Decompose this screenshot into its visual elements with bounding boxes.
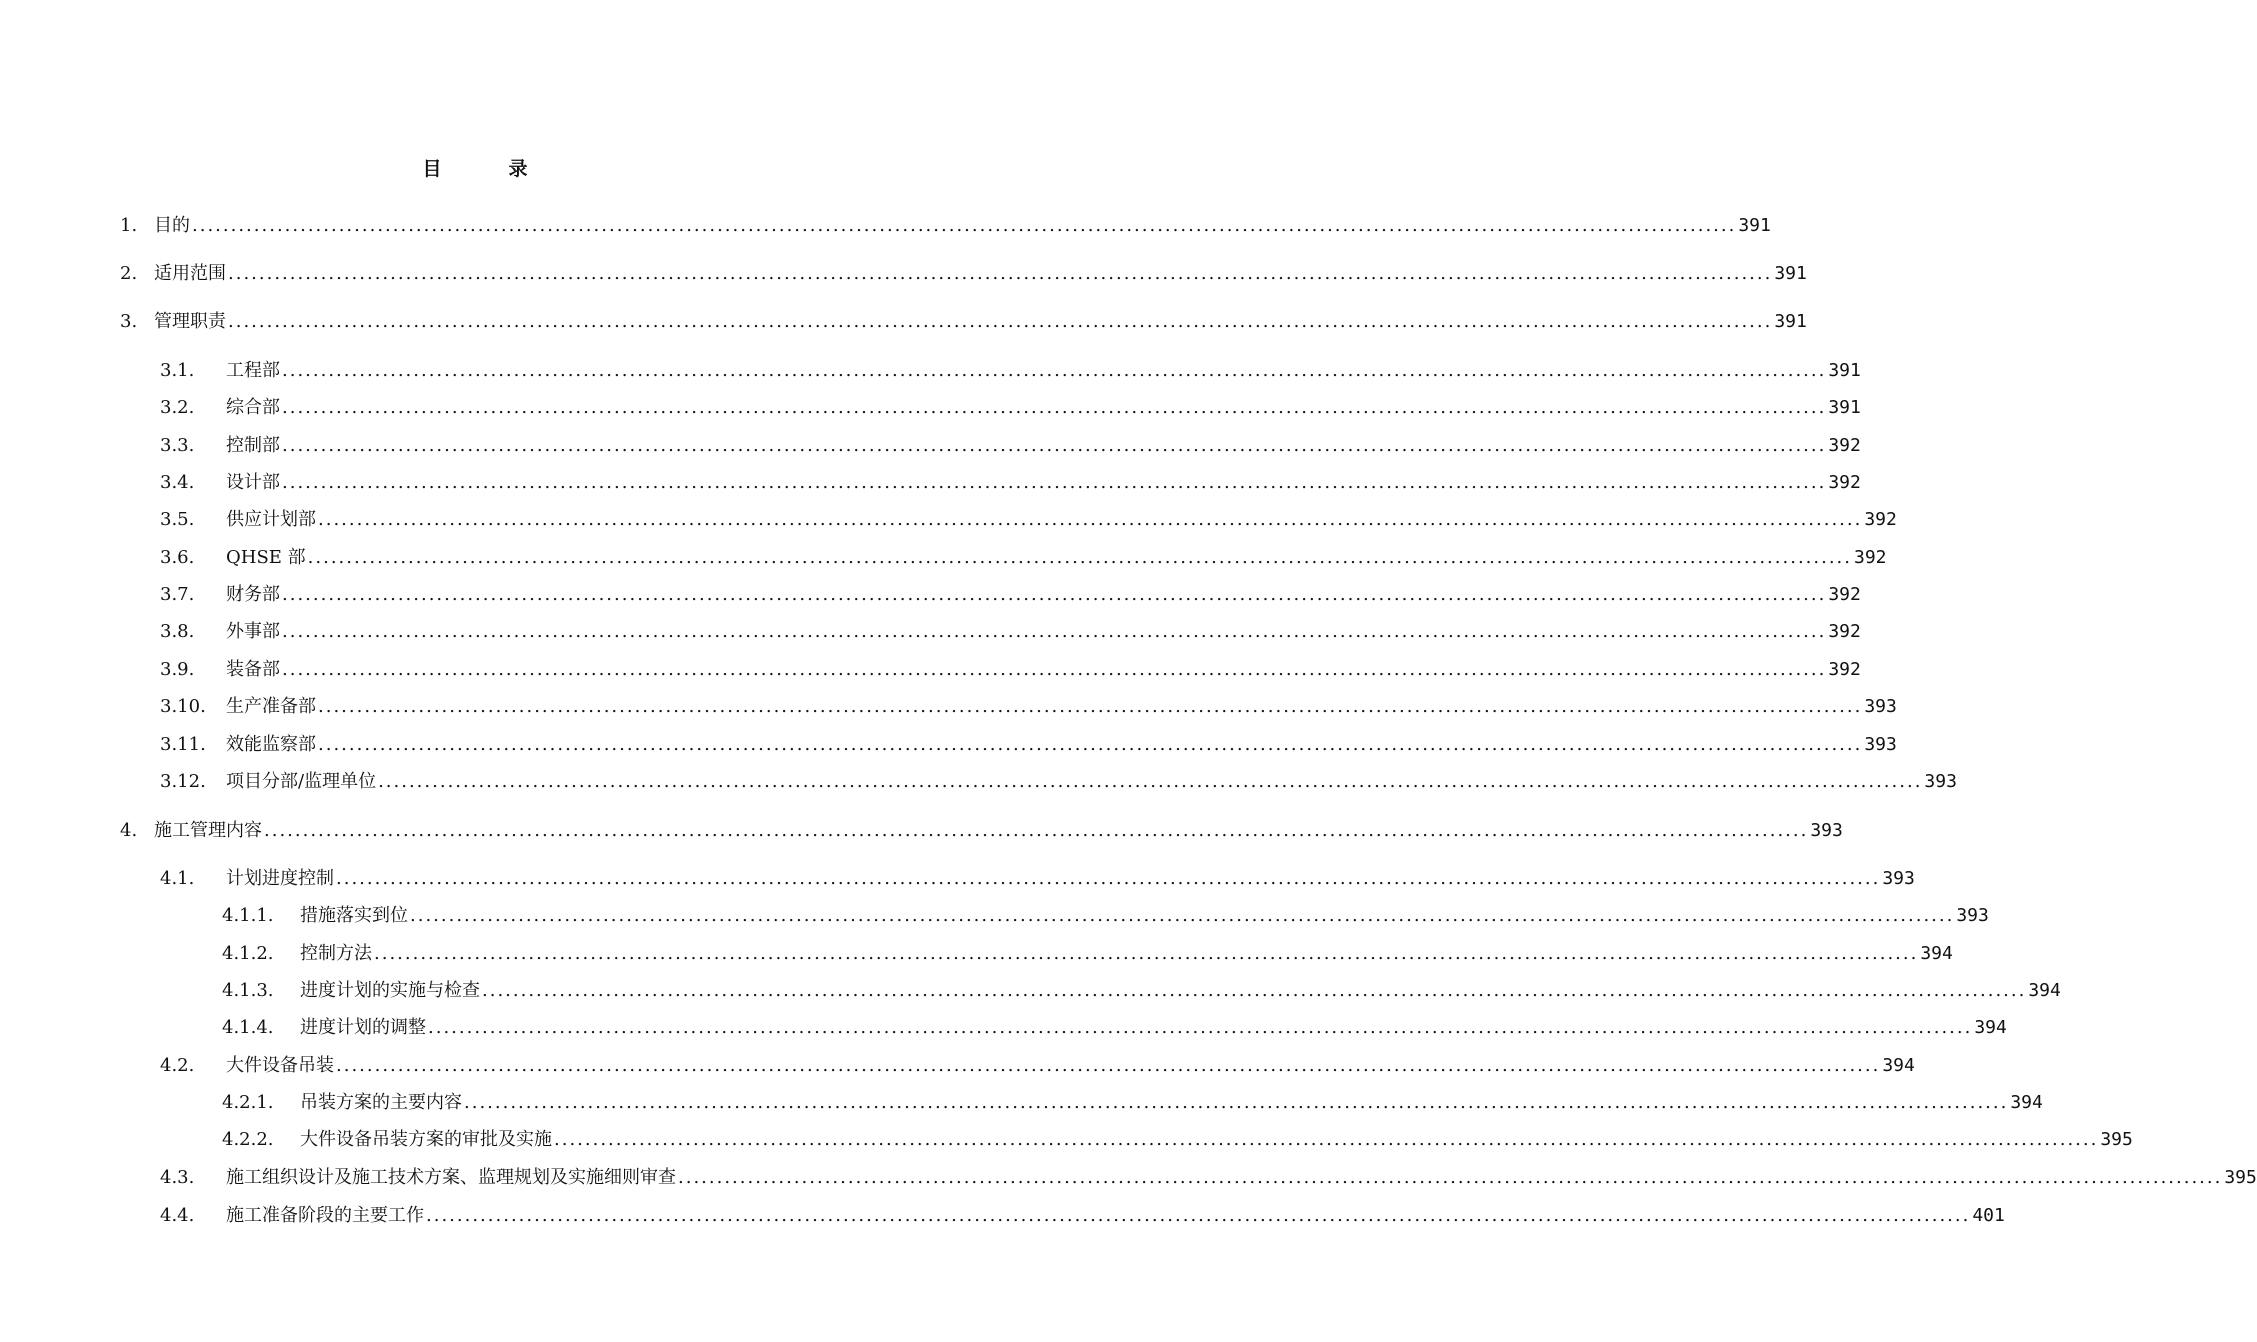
toc-entry-number: 3.1. — [160, 360, 195, 381]
toc-entry[interactable] — [160, 656, 1861, 684]
toc-dot-leader: ........................................................................................................................................................................................................ — [318, 734, 1863, 755]
toc-entry-label: 效能监察部 — [226, 734, 316, 755]
toc-dot-leader: ........................................................................................................................................................................................................ — [282, 435, 1827, 456]
toc-dot-leader: ........................................................................................................................................................................................................ — [228, 263, 1773, 284]
toc-entry[interactable] — [120, 212, 1771, 240]
toc-entry-number: 4.4. — [160, 1205, 195, 1226]
toc-dot-leader: ........................................................................................................................................................................................................ — [282, 472, 1827, 493]
toc-entry-page: 392 — [1828, 435, 1861, 456]
toc-entry[interactable] — [222, 940, 1953, 968]
toc-entry-page: 394 — [2028, 980, 2061, 1001]
toc-entry-label: 进度计划的实施与检查 — [300, 980, 480, 1001]
toc-entry-label: 设计部 — [226, 472, 280, 493]
toc-entry[interactable] — [222, 1089, 2043, 1117]
toc-dot-leader: ........................................................................................................................................................................................................ — [374, 943, 1919, 964]
toc-dot-leader: ........................................................................................................................................................................................................ — [464, 1092, 2009, 1113]
toc-entry-number: 4.2. — [160, 1055, 195, 1076]
toc-entry-page: 391 — [1774, 311, 1807, 332]
toc-entry-number: 2. — [120, 263, 138, 284]
toc-entry-label: QHSE 部 — [226, 547, 306, 568]
toc-entry-page: 391 — [1828, 397, 1861, 418]
toc-entry-number: 4.1. — [160, 868, 195, 889]
toc-entry-number: 3.9. — [160, 659, 195, 680]
toc-entry[interactable] — [120, 308, 1807, 336]
toc-entry-label: 施工准备阶段的主要工作 — [226, 1205, 424, 1226]
toc-entry[interactable] — [160, 1052, 1915, 1080]
toc-entry-page: 393 — [1924, 771, 1957, 792]
toc-entry-number: 3.4. — [160, 472, 195, 493]
toc-entry-number: 3. — [120, 311, 138, 332]
toc-entry-page: 393 — [1864, 696, 1897, 717]
toc-entry[interactable] — [222, 1014, 2007, 1042]
toc-entry[interactable] — [160, 469, 1861, 497]
toc-entry-page: 392 — [1828, 659, 1861, 680]
toc-dot-leader: ........................................................................................................................................................................................................ — [282, 360, 1827, 381]
toc-dot-leader: ........................................................................................................................................................................................................ — [482, 980, 2027, 1001]
toc-entry-label: 生产准备部 — [226, 696, 316, 717]
toc-entry-label: 计划进度控制 — [226, 868, 334, 889]
toc-entry-number: 3.7. — [160, 584, 195, 605]
toc-dot-leader: ........................................................................................................................................................................................................ — [192, 215, 1737, 236]
toc-entry-label: 吊装方案的主要内容 — [300, 1092, 462, 1113]
toc-entry-page: 392 — [1864, 509, 1897, 530]
toc-entry-page: 395 — [2224, 1167, 2257, 1188]
toc-dot-leader: ........................................................................................................................................................................................................ — [228, 311, 1773, 332]
toc-entry[interactable] — [160, 618, 1861, 646]
toc-entry-page: 391 — [1738, 215, 1771, 236]
toc-entry[interactable] — [160, 865, 1915, 893]
toc-entry-label: 大件设备吊装方案的审批及实施 — [300, 1129, 552, 1150]
toc-entry[interactable] — [160, 1202, 2005, 1230]
toc-entry-label: 供应计划部 — [226, 509, 316, 530]
toc-dot-leader: ........................................................................................................................................................................................................ — [336, 1055, 1881, 1076]
toc-dot-leader: ........................................................................................................................................................................................................ — [282, 621, 1827, 642]
toc-entry-label: 装备部 — [226, 659, 280, 680]
toc-entry-page: 394 — [1882, 1055, 1915, 1076]
toc-entry-label: 控制方法 — [300, 943, 372, 964]
toc-entry[interactable] — [160, 544, 1887, 572]
toc-dot-leader: ........................................................................................................................................................................................................ — [282, 397, 1827, 418]
toc-entry-page: 393 — [1864, 734, 1897, 755]
toc-entry-page: 393 — [1956, 905, 1989, 926]
toc-entry-page: 393 — [1882, 868, 1915, 889]
toc-entry-page: 392 — [1828, 584, 1861, 605]
toc-entry-page: 395 — [2100, 1129, 2133, 1150]
toc-entry-label: 外事部 — [226, 621, 280, 642]
toc-dot-leader: ........................................................................................................................................................................................................ — [318, 696, 1863, 717]
toc-entry[interactable] — [222, 977, 2061, 1005]
toc-entry-number: 3.12. — [160, 771, 206, 792]
toc-dot-leader: ........................................................................................................................................................................................................ — [426, 1205, 1971, 1226]
toc-entry-number: 3.8. — [160, 621, 195, 642]
toc-dot-leader: ........................................................................................................................................................................................................ — [264, 820, 1809, 841]
toc-entry-number: 4.3. — [160, 1167, 195, 1188]
toc-entry-label: 施工组织设计及施工技术方案、监理规划及实施细则审查 — [226, 1167, 676, 1188]
toc-entry-label: 财务部 — [226, 584, 280, 605]
toc-entry[interactable] — [160, 581, 1861, 609]
page-title: 目 录 — [422, 158, 552, 180]
toc-entry-label: 工程部 — [226, 360, 280, 381]
toc-entry-number: 3.5. — [160, 509, 195, 530]
toc-entry-page: 394 — [2010, 1092, 2043, 1113]
toc-entry-page: 392 — [1828, 472, 1861, 493]
toc-dot-leader: ........................................................................................................................................................................................................ — [282, 659, 1827, 680]
toc-entry[interactable] — [160, 432, 1861, 460]
toc-dot-leader: ........................................................................................................................................................................................................ — [554, 1129, 2099, 1150]
toc-entry[interactable] — [160, 357, 1861, 385]
toc-entry-number: 1. — [120, 215, 138, 236]
toc-entry-number: 4.1.1. — [222, 905, 274, 926]
toc-entry[interactable] — [160, 768, 1957, 796]
toc-entry-label: 控制部 — [226, 435, 280, 456]
toc-entry-label: 综合部 — [226, 397, 280, 418]
toc-entry[interactable] — [160, 693, 1897, 721]
toc-entry-number: 4.2.2. — [222, 1129, 274, 1150]
toc-dot-leader: ........................................................................................................................................................................................................ — [307, 547, 1852, 568]
toc-entry[interactable] — [160, 731, 1897, 759]
toc-entry[interactable] — [222, 1126, 2133, 1154]
toc-entry-number: 4.1.3. — [222, 980, 274, 1001]
toc-entry[interactable] — [222, 902, 1989, 930]
toc-dot-leader: ........................................................................................................................................................................................................ — [318, 509, 1863, 530]
toc-entry-label: 管理职责 — [154, 311, 226, 332]
toc-entry-page: 392 — [1854, 547, 1887, 568]
toc-entry-page: 394 — [1920, 943, 1953, 964]
toc-entry-number: 3.3. — [160, 435, 195, 456]
toc-entry-page: 392 — [1828, 621, 1861, 642]
toc-entry-number: 3.2. — [160, 397, 195, 418]
toc-dot-leader: ........................................................................................................................................................................................................ — [410, 905, 1955, 926]
toc-dot-leader: ........................................................................................................................................................................................................ — [378, 771, 1923, 792]
toc-entry-label: 施工管理内容 — [154, 820, 262, 841]
toc-entry-page: 393 — [1810, 820, 1843, 841]
toc-entry-number: 4. — [120, 820, 138, 841]
toc-entry-number: 3.6. — [160, 547, 195, 568]
toc-entry[interactable] — [160, 394, 1861, 422]
toc-entry-page: 401 — [1972, 1205, 2005, 1226]
toc-entry[interactable] — [160, 506, 1897, 534]
toc-entry-label: 适用范围 — [154, 263, 226, 284]
toc-dot-leader: ........................................................................................................................................................................................................ — [678, 1167, 2223, 1188]
toc-entry-number: 4.1.4. — [222, 1017, 274, 1038]
toc-entry-page: 394 — [1974, 1017, 2007, 1038]
toc-entry[interactable] — [160, 1164, 2257, 1192]
toc-entry-number: 3.10. — [160, 696, 206, 717]
toc-entry-page: 391 — [1828, 360, 1861, 381]
toc-dot-leader: ........................................................................................................................................................................................................ — [428, 1017, 1973, 1038]
toc-entry[interactable] — [120, 817, 1843, 845]
toc-entry[interactable] — [120, 260, 1807, 288]
toc-entry-number: 4.1.2. — [222, 943, 274, 964]
toc-entry-label: 大件设备吊装 — [226, 1055, 334, 1076]
toc-entry-label: 措施落实到位 — [300, 905, 408, 926]
toc-dot-leader: ........................................................................................................................................................................................................ — [336, 868, 1881, 889]
toc-entry-label: 目的 — [154, 215, 190, 236]
toc-entry-number: 3.11. — [160, 734, 206, 755]
toc-dot-leader: ........................................................................................................................................................................................................ — [282, 584, 1827, 605]
toc-entry-label: 项目分部/监理单位 — [226, 771, 377, 792]
toc-entry-number: 4.2.1. — [222, 1092, 274, 1113]
toc-entry-label: 进度计划的调整 — [300, 1017, 426, 1038]
toc-entry-page: 391 — [1774, 263, 1807, 284]
